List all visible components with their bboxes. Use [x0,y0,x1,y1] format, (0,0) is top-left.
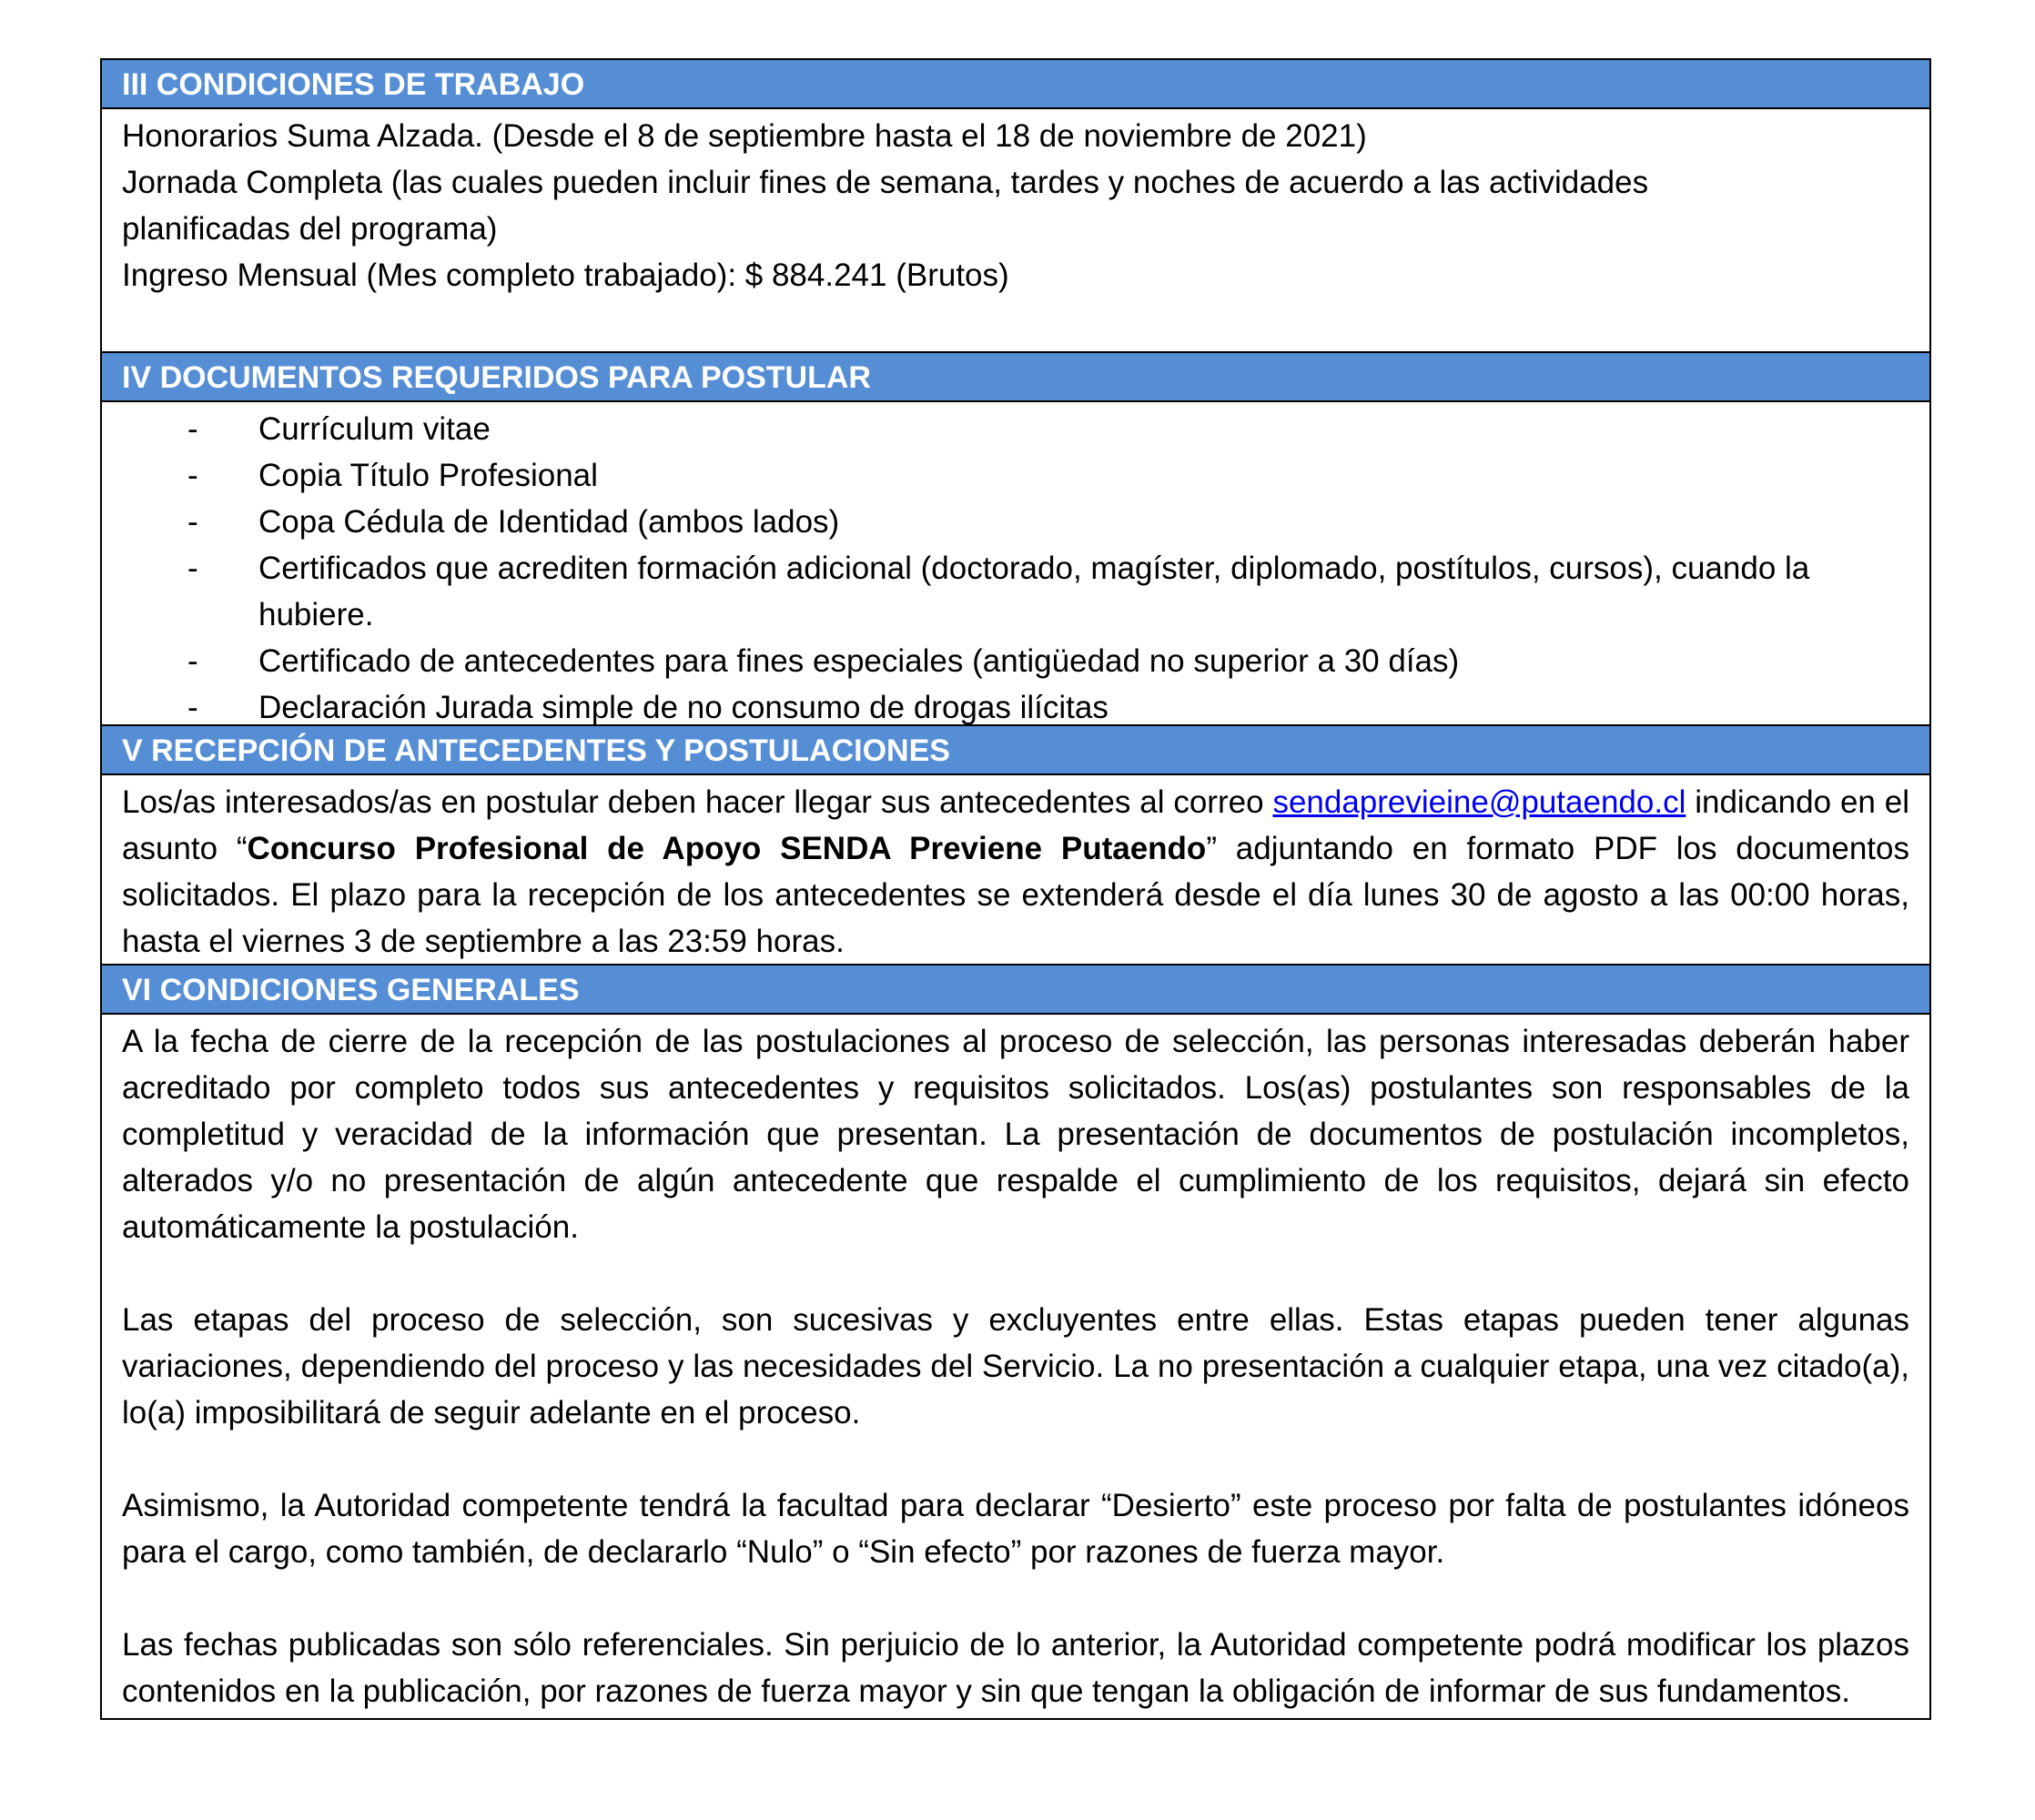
fees-line: Honorarios Suma Alzada. (Desde el 8 de septiembre hasta el 18 de noviembre de 2021) [122,118,1367,154]
section-vi-header: VI CONDICIONES GENERALES [102,966,1929,1015]
section-iii-body [102,109,1929,353]
section-v-body [102,775,1929,966]
general-conditions-paragraph: Las fechas publicadas son sólo referenciales. Sin perjuicio de lo anterior, la Autoridad competente podrá modificar los plazos contenidos en la publicación, por razones de fuerza mayor y sin que tengan la obligación de informar de sus fundamentos. [122,1627,1909,1709]
monthly-income-line: Ingreso Mensual (Mes completo trabajado): $ 884.241 (Brutos) [122,258,1009,293]
reception-subject: Concurso Profesional de Apoyo SENDA Previene Putaendo [247,831,1207,866]
list-item [122,545,1909,638]
paragraph-spacer [122,1436,1909,1482]
schedule-line-cont: planificadas del programa) [122,211,498,247]
general-conditions-paragraph: A la fecha de cierre de la recepción de las postulaciones al proceso de selección, las personas interesadas deberán haber acreditado por completo todos sus antecedentes y requisitos solicitados. Los(as) postulantes son responsables de la completitud y veracidad de la información que presentan. La presentación de documentos de postulación incompletos, alterados y/o no presentación de algún antecedente que respalde el cumplimiento de los requisitos, dejará sin efecto automáticamente la postulación. [122,1024,1909,1245]
section-iii-header: III CONDICIONES DE TRABAJO [102,60,1929,109]
list-item [122,499,1909,545]
reception-text-start: Los/as interesados/as en postular deben hacer llegar sus antecedentes al correo [122,784,1273,820]
conditions-table [100,58,1931,1720]
list-item-text: Copia Título Profesional [258,458,598,493]
list-dash: - [187,411,198,447]
reception-text-end: ” adjuntando en formato PDF los documentos solicitados. El plazo para la recepción de los antecedentes se extenderá desde el día lunes 30 de agosto a las 00:00 horas, hasta el viernes 3 de septiembre a las 23:59 horas. [122,831,1909,959]
list-item-text: Certificados que acrediten formación adicional (doctorado, magíster, diplomado, postítulos, cursos), cuando la hubiere. [258,551,1810,632]
list-item [122,406,1909,452]
list-dash: - [187,551,198,586]
required-documents-list [122,406,1909,731]
list-item [122,452,1909,499]
list-dash: - [187,690,198,725]
general-conditions-paragraph: Asimismo, la Autoridad competente tendrá la facultad para declarar “Desierto” este proceso por falta de postulantes idóneos para el cargo, como también, de declararlo “Nulo” o “Sin efecto” por razones de fuerza mayor. [122,1488,1909,1570]
list-item-text: Copa Cédula de Identidad (ambos lados) [258,504,840,540]
section-iv-header: IV DOCUMENTOS REQUERIDOS PARA POSTULAR [102,353,1929,402]
schedule-line: Jornada Completa (las cuales pueden incluir fines de semana, tardes y noches de acuerdo a las actividades [122,165,1649,200]
list-dash: - [187,643,198,679]
list-item [122,684,1909,731]
paragraph-spacer [122,1250,1909,1297]
list-item-text: Certificado de antecedentes para fines especiales (antigüedad no superior a 30 días) [258,643,1460,679]
list-dash: - [187,504,198,540]
list-dash: - [187,458,198,493]
section-v-header: V RECEPCIÓN DE ANTECEDENTES Y POSTULACIONES [102,726,1929,775]
list-item-text: Declaración Jurada simple de no consumo de drogas ilícitas [258,690,1109,725]
reception-text-subject-intro: indicando en el asunto “ [122,784,1909,866]
section-vi-body [102,1015,1929,1718]
general-conditions-paragraph: Las etapas del proceso de selección, son sucesivas y excluyentes entre ellas. Estas etapas pueden tener algunas variaciones, dependiendo del proceso y las necesidades del Servicio. La no presentación a cualquier etapa, una vez citado(a), lo(a) imposibilitará de seguir adelante en el proceso. [122,1302,1909,1431]
list-item-text: Currículum vitae [258,411,491,447]
section-iv-body [102,402,1929,726]
email-link[interactable]: sendaprevieine@putaendo.cl [1272,784,1686,820]
paragraph-spacer [122,1575,1909,1622]
list-item [122,638,1909,684]
